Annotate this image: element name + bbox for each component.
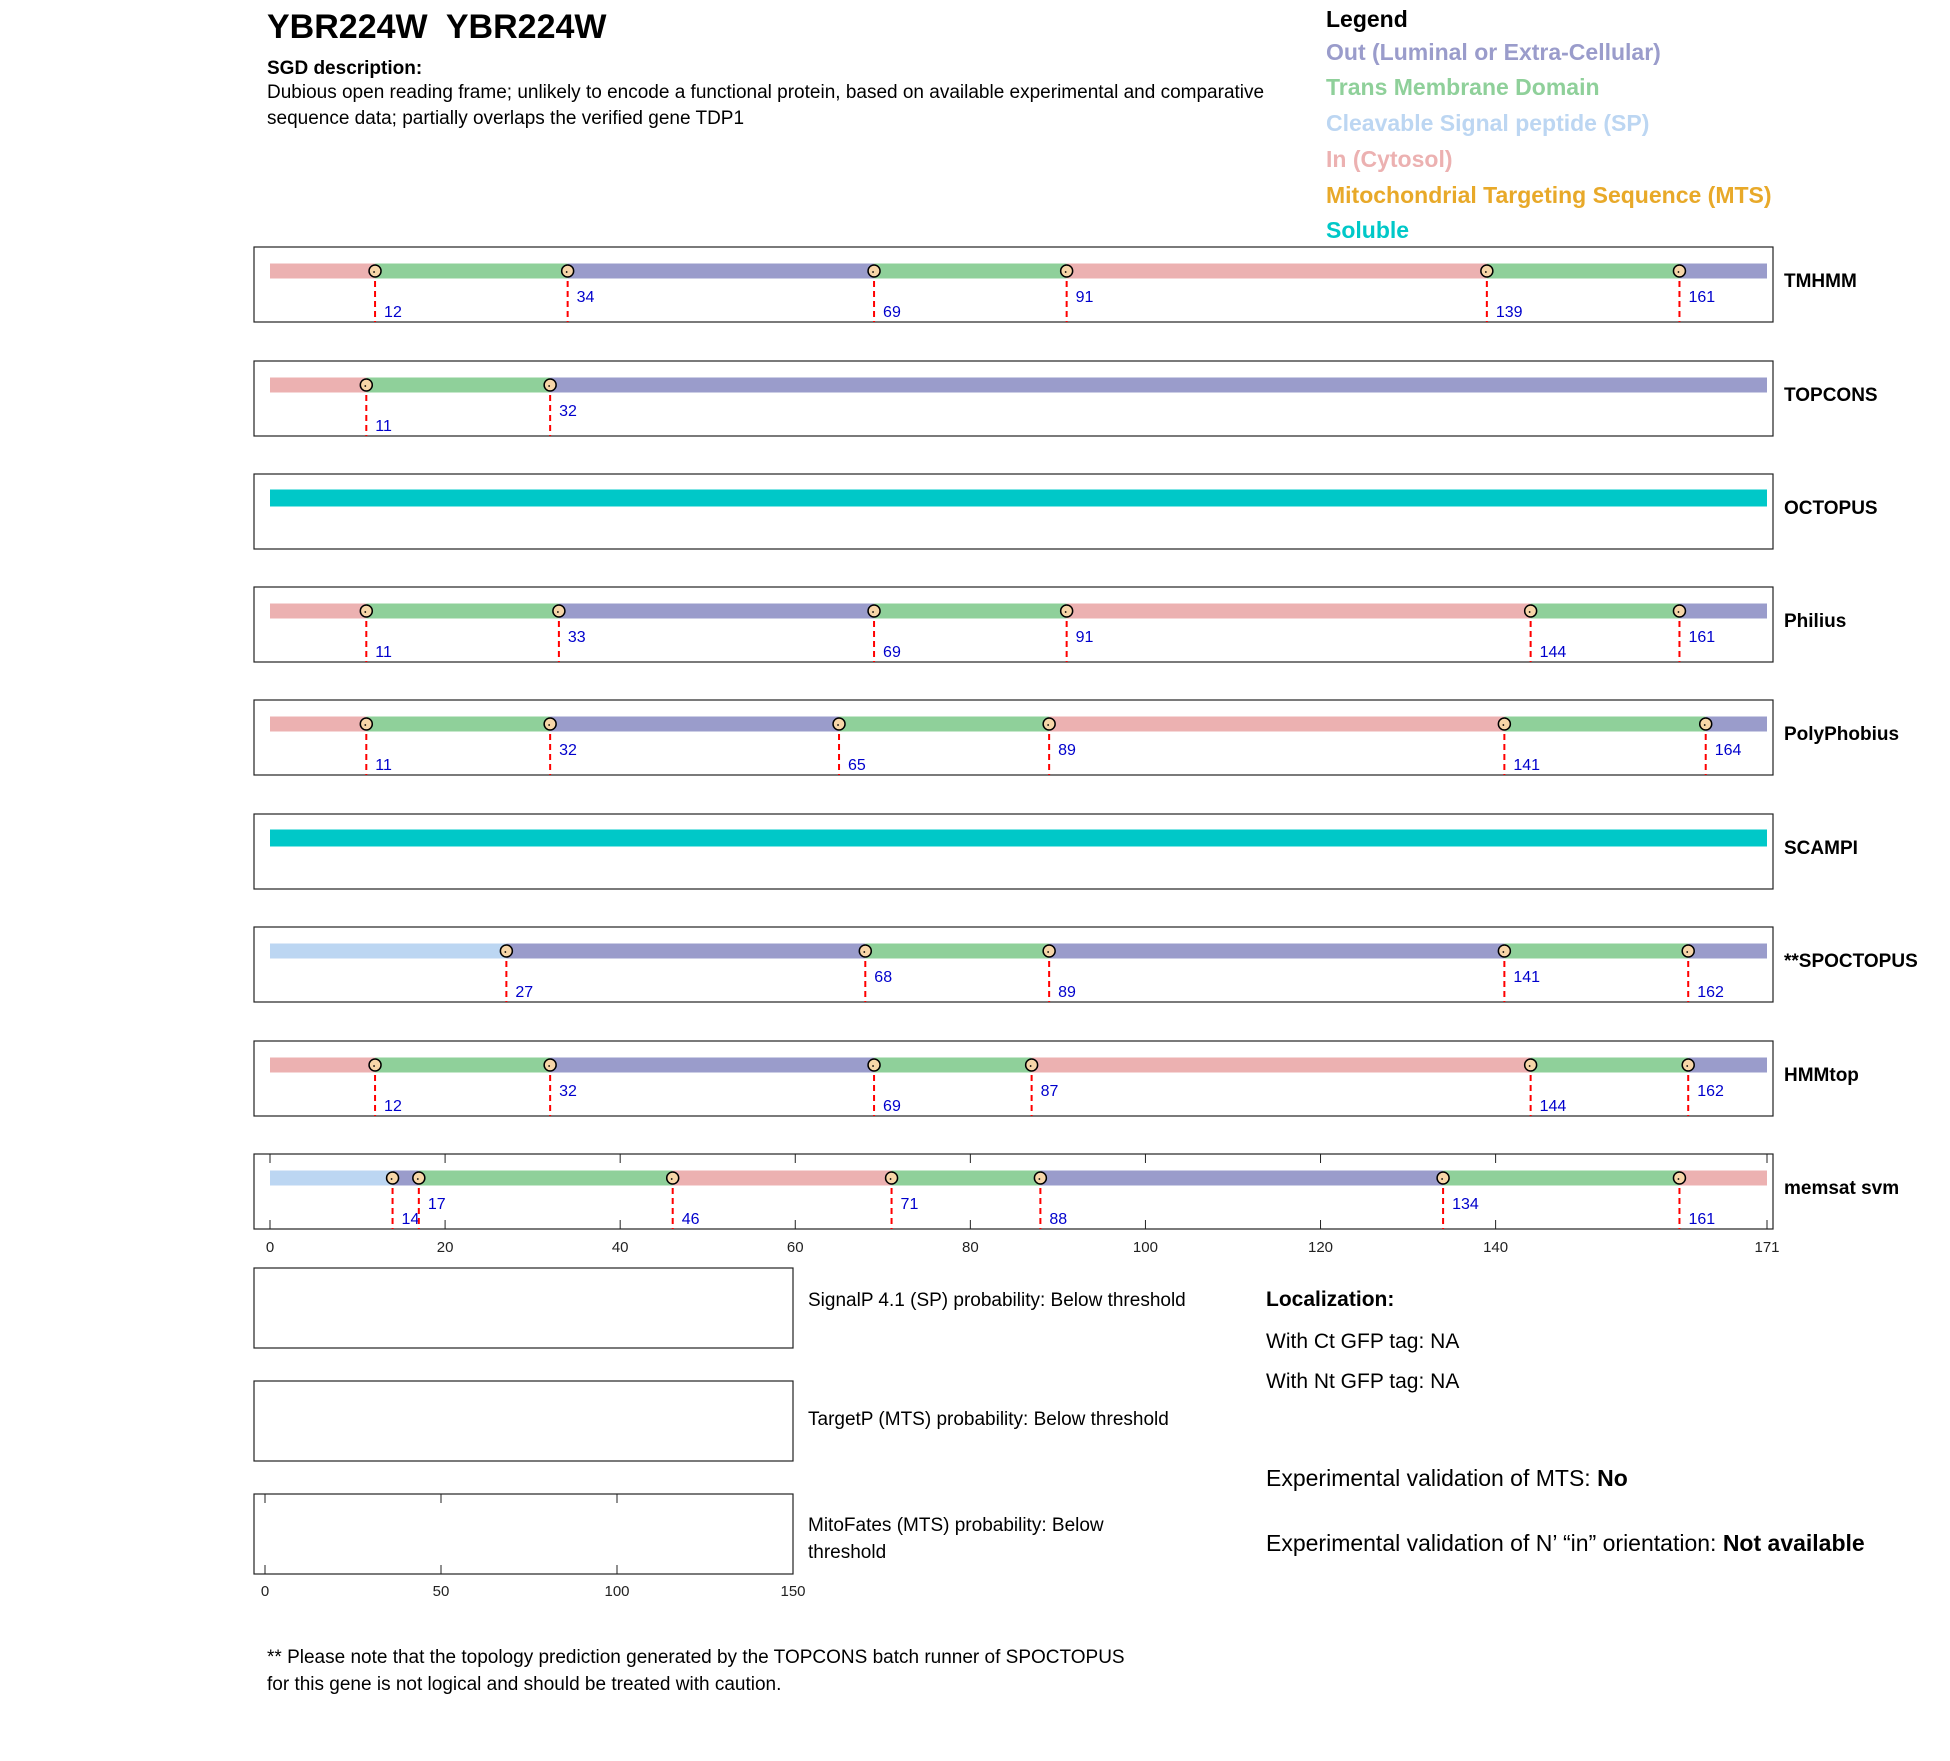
probability-box-1 (254, 1268, 793, 1348)
segment-tm (1487, 264, 1680, 279)
track-philius (254, 587, 1846, 662)
segment-soluble (270, 830, 1767, 847)
segment-out (506, 944, 865, 959)
segment-in (1032, 1058, 1531, 1073)
prob-tick-label: 50 (432, 1583, 450, 1600)
boundary-marker-dot (1686, 951, 1688, 953)
track-topcons (254, 361, 1878, 436)
boundary-marker-dot (1529, 1065, 1531, 1067)
boundary-label: 87 (1040, 1083, 1059, 1100)
gene-title: YBR224W YBR224W (267, 8, 607, 46)
track-label: **SPOCTOPUS (1784, 951, 1918, 972)
segment-out (1049, 944, 1504, 959)
segment-out (1679, 604, 1767, 619)
validation-mts-value: No (1597, 1465, 1628, 1491)
localization-ct: With Ct GFP tag: NA (1266, 1330, 1460, 1353)
boundary-marker (369, 265, 381, 277)
boundary-marker-dot (1678, 1178, 1680, 1180)
segment-tm (874, 604, 1067, 619)
boundary-label: 32 (559, 742, 577, 759)
track-hmmtop (254, 1041, 1859, 1116)
boundary-marker (868, 265, 880, 277)
boundary-label: 161 (1688, 1211, 1716, 1228)
segment-in (270, 264, 375, 279)
boundary-label: 134 (1452, 1196, 1479, 1213)
segment-out (559, 604, 874, 619)
boundary-marker-dot (1678, 271, 1680, 273)
boundary-marker-dot (373, 1065, 375, 1067)
track-label: TOPCONS (1784, 385, 1878, 406)
localization-nt: With Nt GFP tag: NA (1266, 1370, 1460, 1393)
segment-soluble (270, 490, 1767, 507)
track-label: PolyPhobius (1784, 724, 1900, 745)
boundary-marker (1061, 605, 1073, 617)
boundary-marker-dot (872, 271, 874, 273)
boundary-marker-dot (1065, 611, 1067, 613)
segment-tm (865, 944, 1049, 959)
boundary-marker-dot (364, 611, 366, 613)
segment-tm (892, 1171, 1041, 1186)
track-spoctopus (254, 927, 1918, 1002)
segment-out (550, 1058, 874, 1073)
boundary-marker (667, 1172, 679, 1184)
track-frame (254, 247, 1773, 322)
boundary-label: 65 (848, 757, 866, 774)
segment-in (270, 717, 366, 732)
boundary-marker (562, 265, 574, 277)
x-tick-label: 80 (962, 1239, 979, 1256)
boundary-marker-dot (364, 724, 366, 726)
boundary-marker-dot (1030, 1065, 1032, 1067)
boundary-marker (1673, 1172, 1685, 1184)
boundary-label: 88 (1049, 1211, 1068, 1228)
boundary-marker-dot (863, 951, 865, 953)
boundary-label: 14 (401, 1211, 420, 1228)
boundary-marker (413, 1172, 425, 1184)
boundary-label: 161 (1688, 629, 1716, 646)
prob-tick-label: 100 (604, 1583, 630, 1600)
x-tick-label: 140 (1483, 1239, 1509, 1256)
segment-tm (375, 1058, 550, 1073)
track-frame (254, 927, 1773, 1002)
boundary-label: 69 (883, 644, 901, 661)
boundary-label: 141 (1513, 757, 1541, 774)
segment-tm (839, 717, 1049, 732)
boundary-marker (886, 1172, 898, 1184)
boundary-marker (369, 1059, 381, 1071)
boundary-marker (544, 718, 556, 730)
track-label: OCTOPUS (1784, 498, 1878, 519)
boundary-label: 89 (1058, 742, 1076, 759)
segment-tm (1504, 944, 1688, 959)
segment-tm (366, 604, 559, 619)
boundary-marker-dot (671, 1178, 673, 1180)
footnote: ** Please note that the topology prediction generated by the TOPCONS batch runner of SPOCTOPUS for this gene is not logical and should be treated with caution. (267, 1647, 1125, 1695)
boundary-marker (553, 605, 565, 617)
boundary-marker-dot (1502, 951, 1504, 953)
segment-tm (366, 717, 550, 732)
boundary-marker-dot (557, 611, 559, 613)
boundary-marker-dot (1038, 1178, 1040, 1180)
segment-tm (874, 264, 1067, 279)
boundary-label: 69 (883, 304, 901, 321)
boundary-marker-dot (364, 385, 366, 387)
segment-out (1706, 717, 1767, 732)
boundary-marker-dot (872, 611, 874, 613)
boundary-marker-dot (837, 724, 839, 726)
boundary-label: 144 (1539, 644, 1567, 661)
segment-out (1040, 1171, 1443, 1186)
boundary-label: 32 (559, 403, 577, 420)
signalp-probability-label: SignalP 4.1 (SP) probability: Below threshold (808, 1290, 1186, 1311)
segment-tm (419, 1171, 673, 1186)
boundary-label: 32 (559, 1083, 577, 1100)
sgd-description-label: SGD description: (267, 58, 423, 79)
boundary-label: 162 (1697, 984, 1724, 1001)
segment-in (1049, 717, 1504, 732)
track-memsatsvm (254, 1154, 1899, 1229)
track-scampi (254, 814, 1858, 889)
legend-item-in: In (Cytosol) (1326, 146, 1453, 172)
validation-orientation-value: Not available (1722, 1530, 1865, 1556)
boundary-label: 12 (384, 1098, 402, 1115)
boundary-label: 46 (681, 1211, 700, 1228)
track-frame (254, 814, 1773, 889)
boundary-label: 141 (1513, 969, 1541, 986)
segment-out (1679, 264, 1767, 279)
segment-tm (1443, 1171, 1679, 1186)
boundary-marker (1682, 1059, 1694, 1071)
track-frame (254, 700, 1773, 775)
boundary-label: 12 (384, 304, 402, 321)
boundary-marker (1525, 1059, 1537, 1071)
boundary-marker (1043, 718, 1055, 730)
segment-in (270, 1058, 375, 1073)
track-polyphobius (254, 700, 1899, 775)
track-label: HMMtop (1784, 1065, 1859, 1086)
boundary-label: 34 (576, 289, 595, 306)
boundary-label: 68 (874, 969, 893, 986)
boundary-marker (1437, 1172, 1449, 1184)
boundary-label: 11 (375, 757, 392, 774)
probability-box-3 (254, 1494, 793, 1574)
prob-tick-label: 150 (780, 1583, 806, 1600)
boundary-label: 144 (1539, 1098, 1567, 1115)
boundary-marker-dot (1678, 611, 1680, 613)
segment-in (270, 604, 366, 619)
boundary-marker-dot (566, 271, 568, 273)
boundary-marker (1673, 605, 1685, 617)
segment-tm (874, 1058, 1032, 1073)
validation-orientation (1266, 1527, 1886, 1559)
boundary-marker (868, 605, 880, 617)
validation-orientation-prefix: Experimental validation of N’ “in” orientation: (1266, 1530, 1723, 1556)
legend-item-sp: Cleavable Signal peptide (SP) (1326, 110, 1650, 136)
segment-tm (366, 378, 550, 393)
boundary-label: 11 (375, 418, 392, 435)
boundary-marker-dot (417, 1178, 419, 1180)
segment-in (1067, 264, 1487, 279)
segment-sp (270, 1171, 393, 1186)
boundary-marker (544, 379, 556, 391)
boundary-marker-dot (548, 724, 550, 726)
legend-item-soluble: Soluble (1326, 217, 1410, 243)
x-tick-label: 171 (1754, 1239, 1780, 1256)
track-label: TMHMM (1784, 271, 1857, 292)
boundary-marker (360, 718, 372, 730)
boundary-marker (500, 945, 512, 957)
boundary-marker-dot (504, 951, 506, 953)
boundary-marker (1026, 1059, 1038, 1071)
validation-mts-prefix: Experimental validation of MTS: (1266, 1465, 1598, 1491)
boundary-marker (1525, 605, 1537, 617)
boundary-label: 71 (900, 1196, 919, 1213)
segment-out (550, 717, 839, 732)
boundary-marker (1498, 945, 1510, 957)
track-tmhmm (254, 247, 1857, 322)
x-tick-label: 120 (1308, 1239, 1334, 1256)
segment-tm (375, 264, 568, 279)
track-frame (254, 474, 1773, 549)
boundary-marker-dot (1485, 271, 1487, 273)
boundary-marker (868, 1059, 880, 1071)
segment-in (270, 378, 366, 393)
segment-in (673, 1171, 892, 1186)
boundary-marker-dot (391, 1178, 393, 1180)
boundary-label: 164 (1714, 742, 1742, 759)
boundary-marker (1498, 718, 1510, 730)
boundary-label: 162 (1697, 1083, 1724, 1100)
x-tick-label: 0 (265, 1239, 275, 1256)
track-label: Philius (1784, 611, 1847, 632)
track-octopus (254, 474, 1878, 549)
boundary-label: 17 (427, 1196, 446, 1213)
track-frame (254, 361, 1773, 436)
segment-in (1679, 1171, 1767, 1186)
legend-item-mts: Mitochondrial Targeting Sequence (MTS) (1326, 182, 1772, 208)
boundary-marker (1673, 265, 1685, 277)
x-tick-label: 20 (436, 1239, 454, 1256)
boundary-marker-dot (1441, 1178, 1443, 1180)
segment-out (1688, 944, 1767, 959)
segment-out (1688, 1058, 1767, 1073)
boundary-marker (833, 718, 845, 730)
boundary-marker-dot (548, 385, 550, 387)
legend-item-tm: Trans Membrane Domain (1326, 74, 1600, 100)
boundary-label: 27 (515, 984, 534, 1001)
legend-item-out: Out (Luminal or Extra-Cellular) (1326, 39, 1661, 65)
mitofates-probability-label: MitoFates (MTS) probability: Below threshold (808, 1515, 1104, 1563)
segment-out (568, 264, 874, 279)
track-frame (254, 1154, 1773, 1229)
boundary-label: 89 (1058, 984, 1076, 1001)
x-tick-label: 40 (611, 1239, 629, 1256)
boundary-label: 91 (1075, 289, 1094, 306)
boundary-marker (1043, 945, 1055, 957)
boundary-marker (859, 945, 871, 957)
targetp-probability-label: TargetP (MTS) probability: Below threshold (808, 1409, 1169, 1430)
segment-in (1067, 604, 1531, 619)
probability-box-2 (254, 1381, 793, 1461)
boundary-label: 161 (1688, 289, 1716, 306)
boundary-marker (1034, 1172, 1046, 1184)
boundary-marker-dot (1047, 724, 1049, 726)
segment-tm (1531, 604, 1680, 619)
track-label: SCAMPI (1784, 838, 1858, 859)
x-tick-label: 100 (1132, 1239, 1158, 1256)
x-tick-label: 60 (786, 1239, 804, 1256)
boundary-marker-dot (1704, 724, 1706, 726)
track-label: memsat svm (1784, 1178, 1900, 1199)
segment-tm (1504, 717, 1705, 732)
boundary-marker-dot (1502, 724, 1504, 726)
segment-out (550, 378, 1767, 393)
legend-title: Legend (1326, 6, 1408, 32)
boundary-marker (360, 605, 372, 617)
boundary-label: 33 (567, 629, 586, 646)
boundary-marker (1700, 718, 1712, 730)
boundary-label: 139 (1495, 304, 1523, 321)
boundary-label: 11 (375, 644, 392, 661)
boundary-marker (1682, 945, 1694, 957)
boundary-marker-dot (872, 1065, 874, 1067)
boundary-label: 91 (1075, 629, 1094, 646)
boundary-marker-dot (1065, 271, 1067, 273)
boundary-marker (1481, 265, 1493, 277)
boundary-marker-dot (1047, 951, 1049, 953)
boundary-marker-dot (373, 271, 375, 273)
segment-sp (270, 944, 506, 959)
boundary-marker-dot (1529, 611, 1531, 613)
boundary-marker-dot (1686, 1065, 1688, 1067)
boundary-marker (387, 1172, 399, 1184)
localization-title: Localization: (1266, 1288, 1395, 1311)
boundary-marker-dot (890, 1178, 892, 1180)
boundary-marker-dot (548, 1065, 550, 1067)
sgd-description-text: Dubious open reading frame; unlikely to encode a functional protein, based on available experimental and comparative sequence data; partially overlaps the verified gene TDP1 (267, 82, 1265, 129)
boundary-marker (360, 379, 372, 391)
segment-tm (1531, 1058, 1689, 1073)
prob-tick-label: 0 (260, 1583, 270, 1600)
boundary-marker (1061, 265, 1073, 277)
boundary-label: 69 (883, 1098, 901, 1115)
validation-mts (1266, 1462, 1886, 1494)
boundary-marker (544, 1059, 556, 1071)
